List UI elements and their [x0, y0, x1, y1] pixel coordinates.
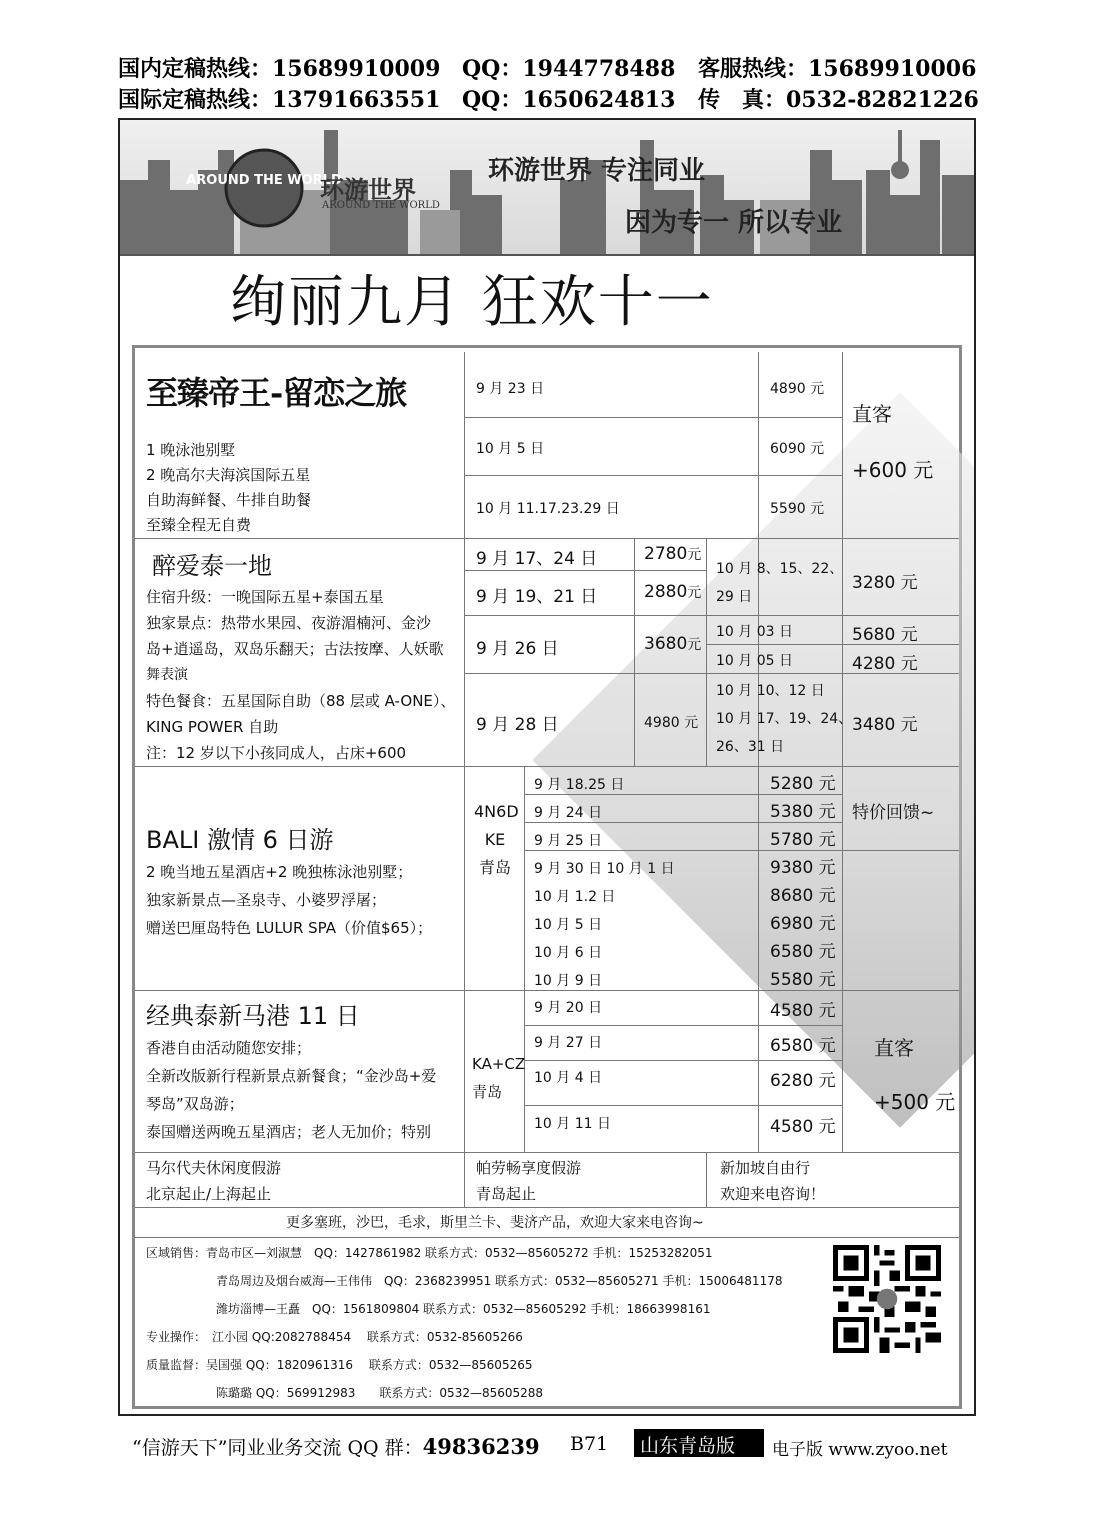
divider: [524, 1060, 842, 1061]
divider: [464, 352, 465, 1152]
divider: [706, 644, 959, 645]
contact-line-4: 专业操作： 江小园 QQ:2082788454 联系方式：0532-85605266: [146, 1330, 523, 1344]
contact-line-6: 陈璐璐 QQ：569912983 联系方式：0532—85605288: [216, 1386, 544, 1400]
p3-prices: 5280 元 5380 元 5780 元 9380 元 8680 元 6980 元 6580 元 5580 元: [770, 774, 836, 990]
p4-note-2: +500 元: [874, 1090, 956, 1114]
slogan-2: 因为专一 所以专业: [625, 208, 843, 238]
p4-date-1: 9 月 20 日: [534, 1000, 603, 1016]
globe-logo: [226, 150, 302, 226]
qq-1: QQ：1944778488: [462, 56, 676, 82]
product-2-desc: 住宿升级：一晚国际五星+泰国五星 独家景点：热带水果园、夜游湄楠河、金沙 岛+逍遥岛，双岛乐翻天；古法按摩、人妖歌 舞表演 特色餐食：五星国际自助（88 层或 A-ONE）、 KING POWER 自助 注：12 岁以下小孩同成人，占床+600: [146, 588, 456, 762]
domestic-hotline: 国内定稿热线：15689910009: [118, 56, 441, 82]
fax-number: 传 真：0532-82821226: [698, 87, 979, 113]
product-2-title: 醉爱泰一地: [152, 552, 272, 580]
brand-name: 环游世界: [320, 175, 416, 204]
divider: [464, 475, 842, 476]
divider: [135, 1237, 959, 1238]
product-3-title: BALI 激情 6 日游: [146, 826, 334, 854]
p1-note-1: 直客: [852, 402, 892, 426]
p4-price-3: 6280 元: [770, 1071, 836, 1091]
divider: [135, 538, 959, 539]
slogan-1: 环游世界 专注同业: [488, 156, 706, 186]
extra-singapore: 新加坡自由行 欢迎来电咨询！: [720, 1159, 826, 1203]
p4-date-3: 10 月 4 日: [534, 1070, 603, 1086]
p1-price-3: 5590 元: [770, 501, 825, 517]
website-link[interactable]: 电子版 www.zyoo.net: [772, 1440, 948, 1460]
p2-price-3: 3680元: [644, 634, 702, 654]
logo-text-graphic: AROUND THE WORLD: [186, 173, 342, 188]
p4-price-1: 4580 元: [770, 1001, 836, 1021]
divider: [634, 538, 635, 766]
product-1-title: 至臻帝王-留恋之旅: [146, 374, 407, 412]
headline: 绚丽九月 狂欢十一: [230, 270, 714, 335]
contact-line-1: 区域销售：青岛市区—刘淑慧 QQ：1427861982 联系方式：0532—85605272 手机：15253282051: [146, 1246, 713, 1260]
p1-price-1: 4890 元: [770, 381, 825, 397]
banner: [120, 120, 974, 256]
product-4-title: 经典泰新马港 11 日: [146, 1002, 360, 1030]
page-number: B71: [570, 1433, 609, 1455]
divider: [135, 766, 959, 767]
divider: [464, 615, 959, 616]
contact-line-3: 潍坊淄博—王矗 QQ：1561809804 联系方式：0532—85605292 手机：18663998161: [216, 1302, 711, 1316]
more-products-note: 更多塞班，沙巴，毛求，斯里兰卡、斐济产品，欢迎大家来电咨询~: [286, 1215, 704, 1231]
p2-date-3: 9 月 26 日: [476, 639, 559, 659]
flyer-frame: [118, 118, 976, 1416]
p2-b-price-3: 4280 元: [852, 654, 918, 674]
p2-b-date-4: 10 月 10、12 日 10 月 17、19、24、 26、31 日: [716, 683, 853, 755]
p2-price-1: 2780元: [644, 544, 702, 564]
contact-line-5: 质量监督：吴国强 QQ：1820961316 联系方式：0532—85605265: [146, 1358, 533, 1372]
p1-note-2: +600 元: [852, 458, 934, 482]
p2-b-price-1: 3280 元: [852, 573, 918, 593]
p4-price-4: 4580 元: [770, 1117, 836, 1137]
p2-price-4: 4980 元: [644, 715, 699, 731]
divider: [464, 417, 842, 418]
product-4-desc: 香港自由活动随您安排； 全新改版新行程新景点新餐食；“金沙岛+爱 琴岛”双岛游； 泰国赠送两晚五星酒店；老人无加价；特别: [146, 1039, 437, 1141]
p3-note: 特价回馈~: [852, 803, 935, 823]
p4-note-1: 直客: [874, 1036, 914, 1060]
p2-price-2: 2880元: [644, 582, 702, 602]
p1-date-1: 9 月 23 日: [476, 381, 545, 397]
divider: [464, 1152, 465, 1207]
contact-line-2: 青岛周边及烟台威海—王伟伟 QQ：2368239951 联系方式：0532—85605271 手机：15006481178: [216, 1274, 783, 1288]
p3-flight-info: 4N6D KE 青岛: [474, 802, 519, 877]
divider: [524, 1105, 842, 1106]
product-3-desc: 2 晚当地五星酒店+2 晚独栋泳池别墅； 独家新景点—圣泉寺、小婆罗浮屠； 赠送巴厘岛特色 LULUR SPA（价值$65）；: [146, 863, 433, 937]
extra-palau: 帕劳畅享度假游 青岛起止: [476, 1159, 582, 1203]
p2-b-date-2: 10 月 03 日: [716, 624, 793, 640]
p2-b-price-2: 5680 元: [852, 625, 918, 645]
p4-date-4: 10 月 11 日: [534, 1116, 611, 1132]
footer-qq-group: “信游天下”同业业务交流 QQ 群：49836239: [132, 1434, 540, 1459]
qq-2: QQ：1650624813: [462, 87, 676, 113]
intl-hotline: 国际定稿热线：13791663551: [118, 87, 441, 113]
p2-b-date-1: 10 月 8、15、22、 29 日: [716, 561, 844, 605]
p2-b-price-4: 3480 元: [852, 715, 918, 735]
p2-b-date-3: 10 月 05 日: [716, 653, 793, 669]
p1-price-2: 6090 元: [770, 441, 825, 457]
p4-price-2: 6580 元: [770, 1036, 836, 1056]
edition-badge: 山东青岛版: [634, 1429, 764, 1457]
skyline-graphic: [120, 120, 974, 256]
p3-dates: 9 月 18.25 日 9 月 24 日 9 月 25 日 9 月 30 日 10 月 1 日 10 月 1.2 日 10 月 5 日 10 月 6 日 10 月 9 日: [534, 777, 675, 989]
divider: [135, 1207, 959, 1208]
qq-group-number: 49836239: [422, 1434, 540, 1459]
divider: [524, 1025, 842, 1026]
p1-date-3: 10 月 11.17.23.29 日: [476, 501, 620, 517]
p1-date-2: 10 月 5 日: [476, 441, 545, 457]
service-hotline: 客服热线：15689910006: [698, 56, 977, 82]
divider: [706, 1152, 707, 1207]
p2-date-1: 9 月 17、24 日: [476, 549, 598, 569]
brand-name-en: AROUND THE WORLD: [322, 200, 440, 211]
product-1-desc: 1 晚泳池别墅 2 晚高尔夫海滨国际五星 自助海鲜餐、牛排自助餐 至臻全程无自费: [146, 441, 312, 534]
p4-date-2: 9 月 27 日: [534, 1035, 603, 1051]
p2-date-4: 9 月 28 日: [476, 715, 559, 735]
extra-maldives: 马尔代夫休闲度假游 北京起止/上海起止: [146, 1159, 282, 1203]
p4-flight-info: KA+CZ 青岛: [472, 1055, 526, 1101]
divider: [464, 570, 706, 571]
p2-date-2: 9 月 19、21 日: [476, 587, 598, 607]
divider: [135, 1152, 959, 1153]
divider: [706, 538, 707, 766]
qr-code: [833, 1245, 941, 1353]
